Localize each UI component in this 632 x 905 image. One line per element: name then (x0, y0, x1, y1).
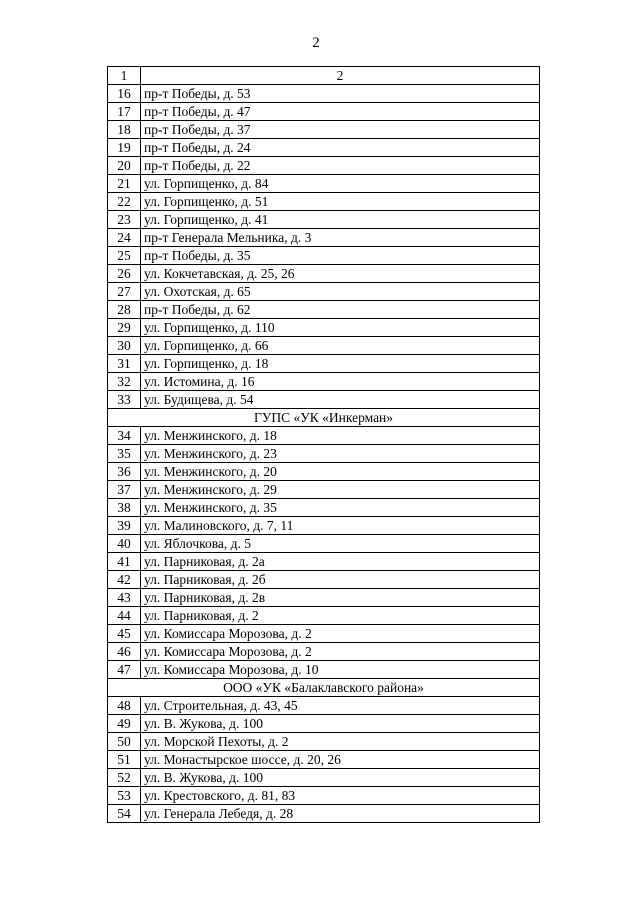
row-address: ул. Морской Пехоты, д. 2 (141, 733, 540, 751)
row-address: ул. Комиссара Морозова, д. 2 (141, 625, 540, 643)
table-row (108, 265, 540, 283)
row-number: 32 (108, 373, 141, 391)
row-address: ул. Охотская, д. 65 (141, 283, 540, 301)
row-number: 35 (108, 445, 141, 463)
row-address: пр-т Победы, д. 37 (141, 121, 540, 139)
row-number: 41 (108, 553, 141, 571)
address-table-body (108, 67, 540, 823)
row-number: 40 (108, 535, 141, 553)
group-header-row (108, 409, 540, 427)
row-number: 49 (108, 715, 141, 733)
row-number: 28 (108, 301, 141, 319)
table-row (108, 589, 540, 607)
table-row (108, 337, 540, 355)
row-number: 54 (108, 805, 141, 823)
row-number: 17 (108, 103, 141, 121)
row-address: пр-т Победы, д. 22 (141, 157, 540, 175)
row-address: ул. Генерала Лебедя, д. 28 (141, 805, 540, 823)
row-address: ул. Горпищенко, д. 41 (141, 211, 540, 229)
table-row (108, 427, 540, 445)
row-number: 26 (108, 265, 141, 283)
row-address: пр-т Победы, д. 62 (141, 301, 540, 319)
row-address: ул. Кокчетавская, д. 25, 26 (141, 265, 540, 283)
row-number: 52 (108, 769, 141, 787)
table-row (108, 193, 540, 211)
group-header-row (108, 679, 540, 697)
row-number: 18 (108, 121, 141, 139)
row-address: пр-т Победы, д. 53 (141, 85, 540, 103)
table-row (108, 553, 540, 571)
row-number: 51 (108, 751, 141, 769)
row-address: ул. Строительная, д. 43, 45 (141, 697, 540, 715)
group-label: ГУПС «УК «Инкерман» (108, 409, 540, 427)
table-header-row (108, 67, 540, 85)
row-number: 16 (108, 85, 141, 103)
group-label: ООО «УК «Балаклавского района» (108, 679, 540, 697)
table-row (108, 643, 540, 661)
row-address: пр-т Победы, д. 35 (141, 247, 540, 265)
row-number: 47 (108, 661, 141, 679)
header-col-2: 2 (141, 67, 540, 85)
table-row (108, 661, 540, 679)
table-row (108, 247, 540, 265)
table-row (108, 139, 540, 157)
row-number: 46 (108, 643, 141, 661)
row-number: 27 (108, 283, 141, 301)
row-address: ул. Горпищенко, д. 84 (141, 175, 540, 193)
row-number: 21 (108, 175, 141, 193)
row-number: 43 (108, 589, 141, 607)
row-number: 30 (108, 337, 141, 355)
table-row (108, 373, 540, 391)
row-number: 39 (108, 517, 141, 535)
row-address: ул. Горпищенко, д. 66 (141, 337, 540, 355)
row-address: ул. Крестовского, д. 81, 83 (141, 787, 540, 805)
row-address: ул. Горпищенко, д. 18 (141, 355, 540, 373)
row-number: 42 (108, 571, 141, 589)
row-number: 22 (108, 193, 141, 211)
row-address: ул. Горпищенко, д. 110 (141, 319, 540, 337)
row-number: 33 (108, 391, 141, 409)
row-address: ул. Парниковая, д. 2б (141, 571, 540, 589)
table-row (108, 157, 540, 175)
table-row (108, 319, 540, 337)
page-number: 2 (312, 35, 320, 51)
table-row (108, 211, 540, 229)
row-number: 36 (108, 463, 141, 481)
address-table (107, 66, 540, 823)
table-row (108, 121, 540, 139)
row-address: ул. В. Жукова, д. 100 (141, 769, 540, 787)
row-number: 29 (108, 319, 141, 337)
table-row (108, 229, 540, 247)
row-number: 53 (108, 787, 141, 805)
row-number: 24 (108, 229, 141, 247)
row-address: ул. Малиновского, д. 7, 11 (141, 517, 540, 535)
row-address: пр-т Генерала Мельника, д. 3 (141, 229, 540, 247)
table-row (108, 787, 540, 805)
row-number: 45 (108, 625, 141, 643)
row-number: 44 (108, 607, 141, 625)
row-address: ул. В. Жукова, д. 100 (141, 715, 540, 733)
row-address: ул. Яблочкова, д. 5 (141, 535, 540, 553)
row-address: ул. Парниковая, д. 2а (141, 553, 540, 571)
row-address: ул. Будищева, д. 54 (141, 391, 540, 409)
row-address: ул. Комиссара Морозова, д. 10 (141, 661, 540, 679)
table-row (108, 499, 540, 517)
table-row (108, 283, 540, 301)
table-row (108, 445, 540, 463)
row-address: ул. Монастырское шоссе, д. 20, 26 (141, 751, 540, 769)
table-row (108, 517, 540, 535)
table-row (108, 805, 540, 823)
table-row (108, 751, 540, 769)
row-address: ул. Менжинского, д. 23 (141, 445, 540, 463)
table-row (108, 175, 540, 193)
table-row (108, 715, 540, 733)
row-address: ул. Горпищенко, д. 51 (141, 193, 540, 211)
table-row (108, 607, 540, 625)
row-address: пр-т Победы, д. 47 (141, 103, 540, 121)
row-number: 50 (108, 733, 141, 751)
table-row (108, 625, 540, 643)
row-number: 25 (108, 247, 141, 265)
table-row (108, 301, 540, 319)
row-number: 34 (108, 427, 141, 445)
row-address: пр-т Победы, д. 24 (141, 139, 540, 157)
row-address: ул. Менжинского, д. 35 (141, 499, 540, 517)
table-row (108, 535, 540, 553)
table-row (108, 103, 540, 121)
table-row (108, 463, 540, 481)
table-row (108, 697, 540, 715)
row-address: ул. Парниковая, д. 2в (141, 589, 540, 607)
table-row (108, 481, 540, 499)
table-row (108, 85, 540, 103)
row-address: ул. Менжинского, д. 18 (141, 427, 540, 445)
row-number: 48 (108, 697, 141, 715)
table-row (108, 769, 540, 787)
table-row (108, 571, 540, 589)
row-address: ул. Менжинского, д. 29 (141, 481, 540, 499)
row-number: 19 (108, 139, 141, 157)
header-col-1: 1 (108, 67, 141, 85)
row-number: 37 (108, 481, 141, 499)
row-number: 31 (108, 355, 141, 373)
row-address: ул. Истомина, д. 16 (141, 373, 540, 391)
row-address: ул. Комиссара Морозова, д. 2 (141, 643, 540, 661)
table-row (108, 733, 540, 751)
row-address: ул. Менжинского, д. 20 (141, 463, 540, 481)
row-number: 38 (108, 499, 141, 517)
table-row (108, 355, 540, 373)
row-number: 20 (108, 157, 141, 175)
row-address: ул. Парниковая, д. 2 (141, 607, 540, 625)
table-row (108, 391, 540, 409)
row-number: 23 (108, 211, 141, 229)
